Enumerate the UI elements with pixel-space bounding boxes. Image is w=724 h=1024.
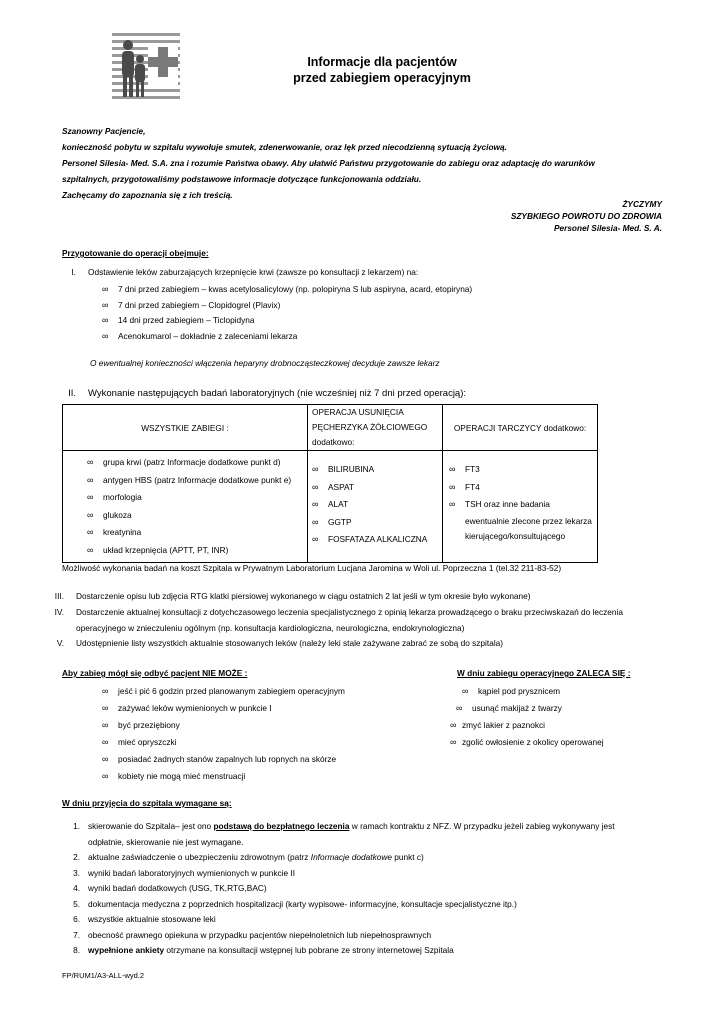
list-item — [62, 912, 664, 928]
table-header-thyroid — [443, 405, 598, 451]
list-item — [62, 819, 664, 835]
list-item: ∞ posiadać żadnych stanów zapalnych lub ropnych na skórze — [102, 751, 345, 768]
table-item: ∞ grupa krwi (patrz Informacje dodatkowe punkt d) — [87, 454, 303, 472]
list-item-continued — [62, 835, 664, 851]
table-header-line: PĘCHERZYKA ŻÓŁCIOWEGO — [312, 422, 428, 432]
text-run: punkt c) — [394, 852, 424, 862]
intro-line: Personel Silesia- Med. S.A. zna i rozumie Państwa obawy. Aby ułatwić Państwu przygotowanie do zabiegu oraz adaptację do warunków — [62, 158, 595, 168]
list-item: ∞ jeść i pić 6 godzin przed planowanym zabiegiem operacyjnym — [102, 683, 345, 700]
cannot-heading: Aby zabieg mógł się odbyć pacjent NIE MOŻE : — [62, 668, 248, 678]
table-item: ∞ ALAT — [312, 496, 438, 514]
list-item: ∞ być przeziębiony — [102, 717, 345, 734]
recommended-heading: W dniu zabiegu operacyjnego ZALECA SIĘ : — [457, 668, 631, 678]
prep-item-1-note: O ewentualnej konieczności włączenia heparyny drobnocząsteczkowej decyduje zawsze lekarz — [90, 358, 440, 368]
intro-line: Zachęcamy do zapoznania się z ich treścią. — [62, 190, 233, 200]
table-item-extra: kierującego/konsultującego — [465, 530, 566, 541]
list-item-text: wyniki badań dodatkowych (USG, TK,RTG,BAC) — [88, 883, 267, 893]
title-line-2: przed zabiegiem operacyjnym — [293, 71, 471, 85]
document-code: FP/RUM1/A3-ALL-wyd.2 — [62, 971, 145, 980]
list-number: 7. — [73, 929, 80, 940]
prep-item-1-bullets — [102, 282, 472, 344]
hospital-logo-icon — [110, 31, 182, 103]
list-number: 8. — [73, 945, 80, 955]
table-item: ∞ BILIRUBINA — [312, 461, 438, 479]
intro-line: szpitalnych, przygotowaliśmy podstawowe informacje dotyczące funkcjonowania oddziału. — [62, 174, 422, 184]
text-italic: Informacje dodatkowe — [310, 852, 392, 862]
text-emphasis: podstawą do bezpłatnego leczenia — [213, 821, 350, 831]
roman-item-text: Dostarczenie aktualnej konsultacji z dotychczasowego leczenia specjalistycznego z opinią lekarza prowadzącego o braku przeciwskazań do leczenia — [76, 607, 623, 617]
list-item — [62, 897, 664, 913]
table-item: ∞ kreatynina — [87, 524, 303, 542]
roman-item-text: Udostępnienie listy wszystkich aktualnie stosowanych leków (należy leki stale zażywane zabrać ze sobą do szpitala) — [76, 638, 504, 648]
list-item: ∞ Acenokumarol – dokładnie z zaleceniami lekarza — [102, 329, 472, 345]
prep-item-1 — [62, 267, 418, 277]
prep-item-2-number: II. — [68, 388, 76, 399]
list-item-text — [88, 819, 664, 835]
list-item — [62, 943, 664, 959]
list-item: ∞ zgolić owłosienie z okolicy operowanej — [450, 734, 604, 751]
roman-item-5 — [38, 636, 503, 652]
signature-line: ŻYCZYMY — [622, 199, 662, 209]
list-item — [62, 928, 664, 944]
list-item — [62, 881, 664, 897]
prep-item-2-text: Wykonanie następujących badań laboratoryjnych (nie wcześniej niż 7 dni przed operacją): — [88, 388, 467, 399]
text-emphasis: wypełnione ankiety — [88, 945, 165, 955]
prep-item-1-text: Odstawienie leków zaburzających krzepnięcie krwi (zawsze po konsultacji z lekarzem) na: — [88, 267, 419, 277]
roman-item-3 — [38, 589, 531, 605]
table-item: ∞ morfologia — [87, 489, 303, 507]
roman-number: IV. — [54, 607, 64, 617]
page-title — [230, 54, 534, 86]
lab-note: Możliwość wykonania badań na koszt Szpitala w Prywatnym Laboratorium Lucjana Jaromina w Woli ul. Poprzeczna 1 (tel.32 211-83-52) — [62, 563, 562, 573]
roman-item-4-continued: operacyjnego w znieczuleniu ogólnym (np. konsultacja kardiologiczna, neurologiczna, endokrynologiczna) — [76, 623, 465, 633]
list-item-text — [88, 850, 664, 866]
roman-item-text: Dostarczenie opisu lub zdjęcia RTG klatki piersiowej wykonanego w ciągu ostatnich 2 lat jeśli w tym okresie było wykonane) — [76, 591, 531, 601]
table-item: ∞ FT4 — [449, 479, 593, 497]
list-item: ∞ 7 dni przed zabiegiem – kwas acetylosalicylowy (np. polopiryna S lub aspiryna, acard, etopiryna) — [102, 282, 472, 298]
admission-list — [62, 819, 664, 959]
table-header-line: OPERACJA USUNIĘCIA — [312, 407, 404, 417]
title-line-1: Informacje dla pacjentów — [307, 55, 457, 69]
table-item: ∞ antygen HBS (patrz Informacje dodatkowe punkt e) — [87, 472, 303, 490]
table-cell-thyroid — [443, 451, 598, 563]
table-header-thyroid-text: OPERACJI TARCZYCY dodatkowo: — [453, 422, 587, 433]
table-header-gallbladder — [308, 405, 443, 451]
list-item: ∞ kąpiel pod prysznicem — [462, 683, 604, 700]
list-item-text: obecność prawnego opiekuna w przypadku pacjentów niepełnoletnich lub niepełnosprawnych — [88, 929, 432, 940]
signature-line: Personel Silesia- Med. S. A. — [553, 223, 662, 233]
table-item-extra: ewentualnie zlecone przez lekarza — [465, 515, 592, 526]
table-item: ∞ ASPAT — [312, 479, 438, 497]
list-number: 6. — [73, 914, 80, 924]
admission-heading: W dniu przyjęcia do szpitala wymagane są: — [62, 798, 232, 808]
table-item: ∞ układ krzepnięcia (APTT, PT, INR) — [87, 542, 303, 560]
list-item-text: wszystkie aktualnie stosowane leki — [88, 914, 216, 924]
list-item: ∞ 7 dni przed zabiegiem – Clopidogrel (Plavix) — [102, 298, 472, 314]
list-item: ∞ mieć opryszczki — [102, 734, 345, 751]
list-number: 1. — [73, 821, 80, 831]
list-item-text — [88, 943, 664, 959]
list-number: 5. — [73, 898, 80, 909]
prep-item-2 — [62, 388, 466, 399]
list-item — [62, 866, 664, 882]
signature — [511, 198, 662, 234]
lab-tests-table — [62, 404, 598, 563]
text-run: otrzymane na konsultacji wstępnej lub pobrane ze strony internetowej Szpitala — [166, 945, 454, 955]
table-header-all — [63, 405, 308, 451]
text-run: w ramach kontraktu z NFZ. W przypadku jeżeli zabieg wykonywany jest — [351, 821, 615, 831]
table-header-line: dodatkowo: — [312, 437, 355, 447]
roman-item-4 — [38, 605, 623, 621]
table-item: ∞ GGTP — [312, 514, 438, 532]
table-cell-gallbladder — [308, 451, 443, 563]
table-item: ∞ TSH oraz inne badania — [449, 496, 593, 514]
list-number: 2. — [73, 852, 80, 862]
list-item-text: wyniki badań laboratoryjnych wymienionych w punkcie II — [88, 867, 296, 878]
text-run: aktualne zaświadczenie o ubezpieczeniu zdrowotnym (patrz — [88, 852, 309, 862]
intro-line: konieczność pobytu w szpitalu wywołuje smutek, zdenerwowanie, oraz lęk przed niecodzienną sytuacją życiową. — [62, 142, 507, 152]
table-cell-all — [63, 451, 308, 563]
text-run: skierowanie do Szpitala– jest ono — [88, 821, 212, 831]
roman-number: V. — [56, 638, 64, 648]
table-item: ∞ glukoza — [87, 507, 303, 525]
roman-number: III. — [54, 591, 64, 601]
list-item: ∞ zmyć lakier z paznokci — [450, 717, 604, 734]
table-item: ∞ FOSFATAZA ALKALICZNA — [312, 531, 438, 549]
list-item: ∞ kobiety nie mogą mieć menstruacji — [102, 768, 345, 785]
list-item-text: dokumentacja medyczna z poprzednich hospitalizacji (karty wypisowe- informacyjne, konsultacje specjalistyczne itp.) — [88, 898, 517, 909]
signature-line: SZYBKIEGO POWROTU DO ZDROWIA — [510, 211, 662, 221]
recommended-list — [450, 683, 604, 751]
cannot-list — [102, 683, 345, 785]
table-header-all-text: WSZYSTKIE ZABIEGI : — [141, 422, 229, 433]
list-item: ∞ zażywać leków wymienionych w punkcie I — [102, 700, 345, 717]
list-item: ∞ usunąć makijaż z twarzy — [456, 700, 604, 717]
table-item: ∞ FT3 — [449, 461, 593, 479]
list-number: 3. — [73, 867, 80, 878]
list-item: ∞ 14 dni przed zabiegiem – Ticlopidyna — [102, 313, 472, 329]
list-item-text: odpłatnie, skierowanie nie jest wymagane. — [88, 836, 244, 847]
prep-heading: Przygotowanie do operacji obejmuje: — [62, 248, 209, 258]
intro-line: Szanowny Pacjencie, — [62, 126, 146, 136]
list-item — [62, 850, 664, 866]
intro-text — [62, 123, 682, 203]
list-number: 4. — [73, 883, 80, 893]
prep-item-1-number: I. — [71, 267, 76, 277]
